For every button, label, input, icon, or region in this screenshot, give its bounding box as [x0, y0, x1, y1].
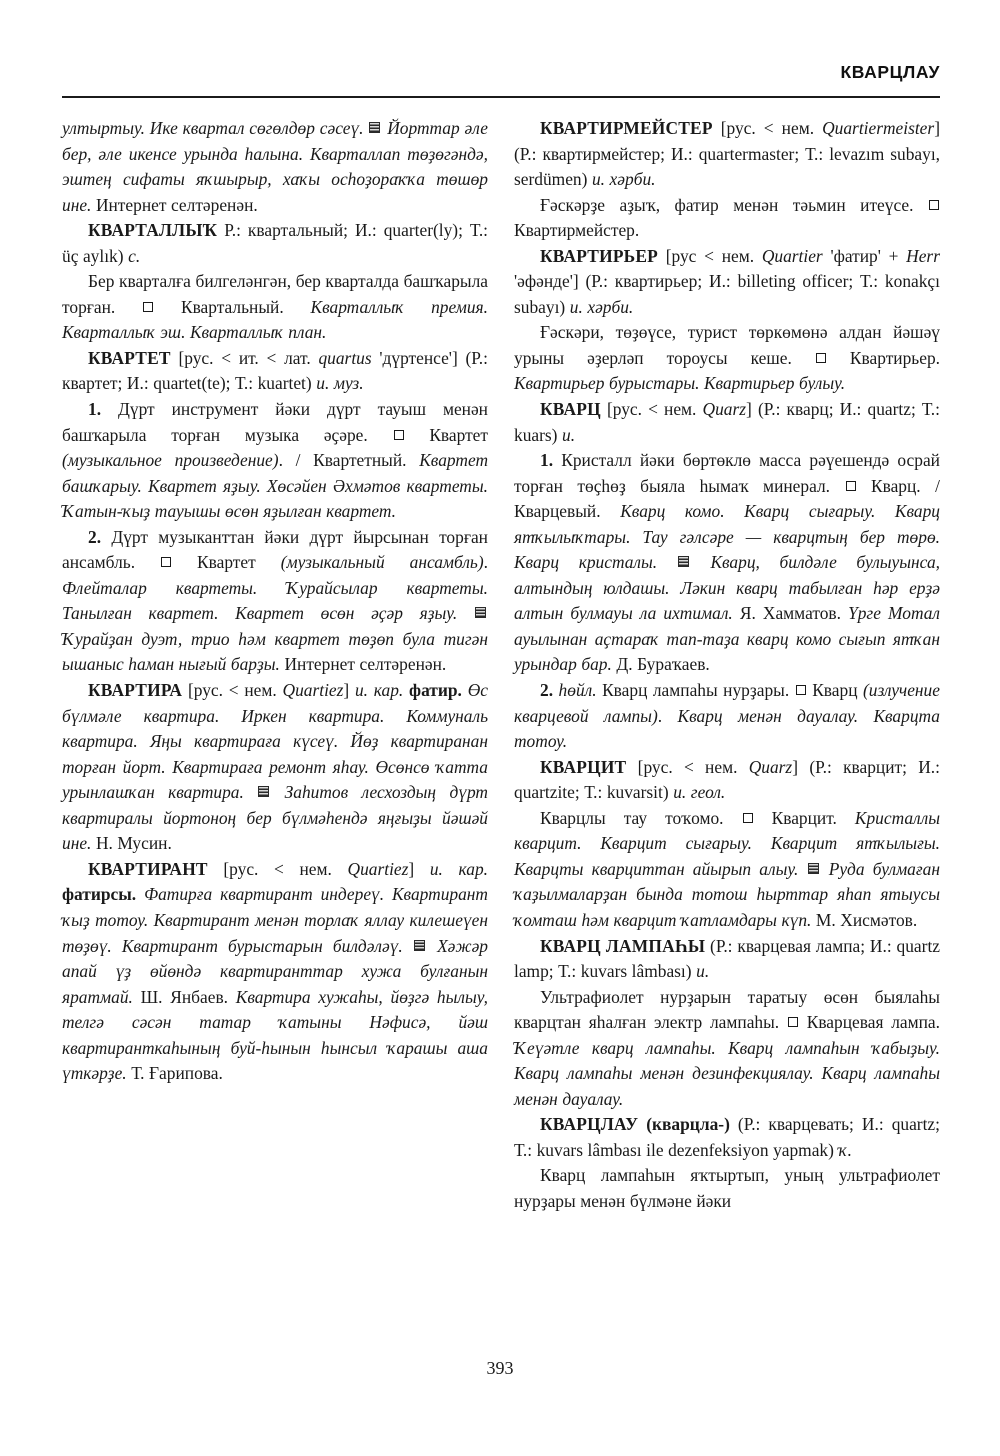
citation-source: Я. Хамматов.: [739, 603, 841, 624]
etymology-text: [рус < нем. Quartier 'фатир' + Herr 'әфәнде']: [514, 245, 940, 292]
headword: КВАРЦЛАУ: [540, 1114, 639, 1135]
citation-source: Ш. Янбаев.: [140, 986, 229, 1007]
sense-number: 1.: [540, 450, 554, 471]
entry-continuation-kvartal: [62, 116, 488, 218]
text-columns: [62, 116, 940, 1326]
entry-kvarts-sense-1: [514, 448, 940, 678]
etymology-source-word: Quarz: [748, 756, 793, 777]
equivalent-marker-icon: [816, 353, 826, 363]
etymology-text: [рус. < нем. Quarz]: [606, 399, 752, 420]
citation-text: Кварц, билдәле булыуынса, алтындың юлдашы. Ләкин кварц табылған һәр ерҙә алтын булмауы ла ихтимал.: [514, 552, 940, 624]
citation-source: Н. Мусин.: [95, 833, 172, 854]
citation-source-2: Д. Бураҡаев.: [616, 654, 710, 675]
entry-kvartira-head: [62, 678, 488, 857]
equivalent-note: (излучение кварцевой лампы): [514, 680, 940, 726]
grammar-label: и. геол.: [673, 782, 726, 803]
citation-text: Руда булмаған ҡаҙылмаларҙан бында тотош һырттар яһап ятыусы ҡомташ һәм кварцит ҡатламдары күп.: [514, 858, 940, 930]
citation-source: Интернет селтәренән.: [91, 194, 258, 215]
sense-number: 2.: [88, 526, 102, 547]
citation-marker-icon: [369, 122, 380, 133]
definition-text: Ультрафиолет нурҙарын таратыу өсөн быялаһы кварцтан яһалған электр лампаһы.: [514, 986, 940, 1033]
grammar-label: и.: [562, 424, 576, 445]
example-text: Кварц менән дауалау. Кварцта тотоу.: [514, 705, 940, 752]
equivalent-marker-icon: [394, 430, 404, 440]
equivalent-marker-icon: [143, 302, 153, 312]
entry-kvartirant: [62, 857, 488, 1087]
citation-marker-icon: [258, 786, 269, 797]
citation-source: М. Хисмәтов.: [815, 909, 918, 930]
etymology-text: [рус. < нем. Quartiez]: [187, 680, 350, 701]
example-text: Квартет башҡарыу. Квартет яҙыу. Хөсәйен Әхмәтов квартеты. Ҡатын-ҡыҙ тауышы өсөн яҙылған квартет.: [62, 450, 488, 522]
entry-kvarts-lampahy-body: [514, 985, 940, 1113]
entry-kvartet-head: [62, 346, 488, 397]
citation-text-2: Үрге Мотал ауылынан аҫтараҡ тап-таҙа кварц комо сығып ятҡан урындар бар.: [514, 603, 940, 675]
running-head: КВАРЦЛАУ: [840, 62, 940, 82]
equivalent-text: Кварцевая лампа.: [806, 1012, 940, 1033]
entry-kvartirmeyster-body: [514, 193, 940, 244]
entry-kvartallyk-head: [62, 218, 488, 269]
headword: КВАРТИРА: [88, 680, 183, 701]
usage-label: һөйл.: [558, 680, 597, 701]
definition-text: Ғәскәри, төҙөүсе, турист төркөмөнә алдан йәшәү урыны әҙерләп тороусы кеше.: [514, 322, 940, 368]
grammar-label: и. хәрби.: [569, 296, 634, 317]
etymology-text: [рус. < нем. Quartiez]: [223, 858, 415, 879]
headword: КВАРЦ: [540, 399, 601, 420]
etymology-source-word-1: Quartier: [761, 245, 823, 266]
sense-number: 2.: [540, 680, 554, 701]
gloss-list: (Р.: кварцевая лампа; И.: quartz lamp; Т.: kuvars lâmbası): [514, 935, 940, 982]
gloss-list: (Р.: кварцевать; И.: quartz; Т.: kuvars lâmbası ile dezenfeksiyon yapmak): [514, 1114, 940, 1160]
gloss-list: (Р.: кварц; И.: quartz; Т.: kuars): [514, 399, 940, 445]
etymology-text: [рус. < нем. Quartiermeister]: [720, 118, 940, 138]
equivalent-note: (музыкальный ансамбль): [280, 552, 484, 573]
grammar-label: и. хәрби.: [591, 169, 656, 190]
equivalent-marker-icon: [743, 813, 753, 823]
column-left: [62, 116, 488, 1326]
citation-text: Ҡурайҙан дуэт, трио һәм квартет төҙөп була тигән ышаныс һаман нығый барҙы.: [62, 628, 488, 675]
headword: КВАРТАЛЛЫҠ: [88, 220, 218, 241]
etymology-meaning: 'дүртенсе': [379, 347, 452, 368]
entry-kvarts-lampahy-head: [514, 934, 940, 985]
gloss-list: (Р.: кварцит; И.: quartzite; Т.: kuvarsit): [514, 756, 940, 803]
cross-ref-word[interactable]: фатирсы.: [62, 884, 137, 905]
grammar-label: с.: [128, 245, 141, 266]
equivalent-marker-icon: [788, 1017, 798, 1027]
example-text: Өс бүлмәле квартира. Иркен квартира. Коммуналь квартира. Яңы квартираға күсеү. Йөҙ квартиранан торған йорт. Квартираға ремонт яһау. Өсөнсө ҡатта урынлашҡан квартира.: [62, 680, 488, 803]
citation-text: Хәжәр апай үҙ өйөндә квартиранттар хужа булғанын яратмай.: [62, 935, 488, 1007]
equivalent-text: Квартет (музыкальное произведение). / Квартетный.: [62, 424, 488, 471]
entry-kvartslau-head: [514, 1112, 940, 1163]
definition-text: Кристалл йәки бөртөклө масса рәүешендә осрай торған төҫһөҙ быяла һымаҡ минерал.: [514, 450, 940, 496]
citation-marker-icon: [475, 607, 486, 618]
definition-text: Бер кварталға билгеләнгән, бер кварталда башҡарыла торған.: [62, 271, 488, 317]
entry-kvartsit-body: [514, 806, 940, 934]
equivalent-marker-icon: [929, 200, 939, 210]
entry-kvartsit-head: [514, 755, 940, 806]
example-text: Кварталлыҡ премия. Кварталлыҡ эш. Кварталлыҡ план.: [62, 296, 488, 343]
entry-kvarts-sense-2: [514, 678, 940, 755]
example-text: Флейталар квартеты. Ҡурайсылар квартеты. Танылған квартет. Квартет өсөн әҫәр яҙыу.: [62, 577, 488, 624]
grammar-label: и.: [696, 961, 710, 982]
gloss-list: (Р.: квартет; И.: quartet(te); Т.: kuartet): [62, 347, 488, 394]
definition-text: Кварц лампаһы нурҙары.: [602, 680, 790, 701]
example-text: Ҡеүәтле кварц лампаһы. Кварц лампаһын ҡабыҙыу. Кварц лампаһы менән дезинфекциялау. Кварц лампаһы менән дауалау.: [514, 1037, 940, 1109]
equivalent-marker-icon: [846, 481, 856, 491]
example-text: ултыртыу. Ике квартал сөгөлдөр сәсеү.: [62, 118, 364, 138]
entry-kvartirer-head: [514, 244, 940, 321]
etymology-source-word: Quartiez: [282, 680, 344, 701]
etymology-source-word: quartus: [318, 347, 372, 368]
equivalent-text: Квартирьер.: [849, 347, 940, 368]
citation-text: Заһитов лесхоздың дүрт квартиралы йортоноң бер бүлмәһендә яңғыҙы йәшәй ине.: [62, 782, 488, 854]
equivalent-text: Кварц (излучение кварцевой лампы).: [514, 680, 940, 726]
definition-text: Кварц лампаһын яҡтыртып, уның ультрафиолет нурҙары менән бүлмәне йәки: [514, 1165, 940, 1211]
headword: КВАРТЕТ: [88, 347, 171, 368]
equivalent-marker-icon: [796, 685, 806, 695]
entry-kvartslau-body: [514, 1163, 940, 1214]
column-right: [514, 116, 940, 1326]
etymology-text: [рус. < нем. Quarz]: [637, 756, 799, 777]
headword: КВАРЦИТ: [540, 756, 627, 777]
grammar-label: ҡ.: [838, 1139, 853, 1160]
equivalent-note: (музыкальное произведение): [62, 450, 279, 471]
grammar-label: и.: [354, 680, 369, 701]
headword: КВАРТИРАНТ: [88, 858, 208, 879]
grammar-label: и. кар.: [429, 858, 488, 879]
equivalent-text: Квартальный.: [180, 296, 284, 317]
etymology-text: [рус. < ит. < лат. quartus 'дүртенсе']: [178, 347, 458, 368]
example-text: Фатирға квартирант индереү. Квартирант ҡыҙ тотоу. Квартирант менән торлаҡ яллау килешеүен төҙөү. Квартирант бурыстарын билдәләү.: [62, 884, 488, 956]
headword: КВАРТИРЬЕР: [540, 245, 658, 266]
etymology-source-word-2: Herr: [906, 245, 940, 266]
etymology-source-word: Quartiermeister: [822, 118, 935, 138]
page-number: 393: [486, 1358, 514, 1378]
gloss-list: Р.: квартальный; И.: quarter(ly); Т.: üç aylık): [62, 220, 488, 266]
entry-kvartet-sense-2: [62, 525, 488, 678]
cross-ref-word[interactable]: фатир.: [409, 680, 462, 701]
equivalent-text: Кварц. / Кварцевый.: [514, 475, 940, 522]
entry-kvarts-head: [514, 397, 940, 448]
etymology-source-word: Quartiez: [347, 858, 409, 879]
definition-text: Ғәскәрҙе аҙыҡ, фатир менән тәьмин итеүсе.: [540, 194, 914, 215]
entry-kvartirer-body: [514, 320, 940, 397]
equivalent-text: Квартет (музыкальный ансамбль).: [197, 552, 488, 573]
entry-kvartallyk-body: [62, 269, 488, 346]
citation-text-2: Квартира хужаһы, йөҙгә һылыу, телгә сәсән татар ҡатыны Нәфисә, йәш квартиранткаһының буй-һынын һынсыл ҡарашы аша үткәрҙе.: [62, 986, 488, 1084]
citation-marker-icon: [808, 863, 819, 874]
headword: КВАРТИРМЕЙСТЕР: [540, 118, 713, 138]
equivalent-marker-icon: [161, 557, 171, 567]
headword-stem-form: (кварцла-): [646, 1114, 730, 1135]
example-text: Квартирьер бурыстары. Квартирьер булыу.: [514, 373, 846, 394]
citation-source: Интернет селтәренән.: [284, 654, 447, 675]
entry-kvartirmeyster-head: [514, 116, 940, 193]
example-text: Кристаллы кварцит. Кварцит сығарыу. Кварцит ятҡылығы. Кварцты кварциттан айырып алыу.: [514, 807, 940, 879]
example-text: Кварц комо. Кварц сығарыу. Кварц ятҡылыҡтары. Тау гәлсәре — кварцтың бер төрө. Кварц кристалы.: [514, 501, 940, 573]
definition-text: Дүрт музыканттан йәки дүрт йырсынан торған ансамбль.: [62, 526, 488, 573]
definition-text: Кварцлы тау тоҡомо.: [540, 807, 724, 828]
equivalent-text: Квартирмейстер.: [514, 220, 640, 241]
citation-source-2: Т. Ғарипова.: [131, 1063, 223, 1084]
citation-text: Йорттар әле бер, әле икенсе урында һалына. Кварталлап төҙөгәндә, эштең сифаты яҡшырыр, хаҡы осһоҙораҡҡа төшөр ине.: [62, 118, 488, 215]
gloss-list: (Р.: квартирьер; И.: billeting officer; Т.: konakçı subayı): [514, 271, 940, 317]
cross-ref-label: кар.: [373, 680, 404, 701]
citation-marker-icon: [678, 556, 689, 567]
grammar-label: и. муз.: [316, 373, 364, 394]
definition-text: Дүрт инструмент йәки дүрт тауыш менән башҡарыла торған музыка әҫәре.: [62, 399, 488, 445]
entry-kvartet-sense-1: [62, 397, 488, 525]
citation-marker-icon: [414, 940, 425, 951]
headword: КВАРЦ ЛАМПАҺЫ: [540, 935, 706, 956]
gloss-list: (Р.: квартирмейстер; И.: quartermaster; Т.: levazım subayı, serdümen): [514, 143, 940, 190]
etymology-source-word: Quarz: [702, 399, 747, 420]
sense-number: 1.: [88, 399, 102, 420]
equivalent-text: Кварцит.: [771, 807, 837, 828]
header-rule: [62, 96, 940, 98]
